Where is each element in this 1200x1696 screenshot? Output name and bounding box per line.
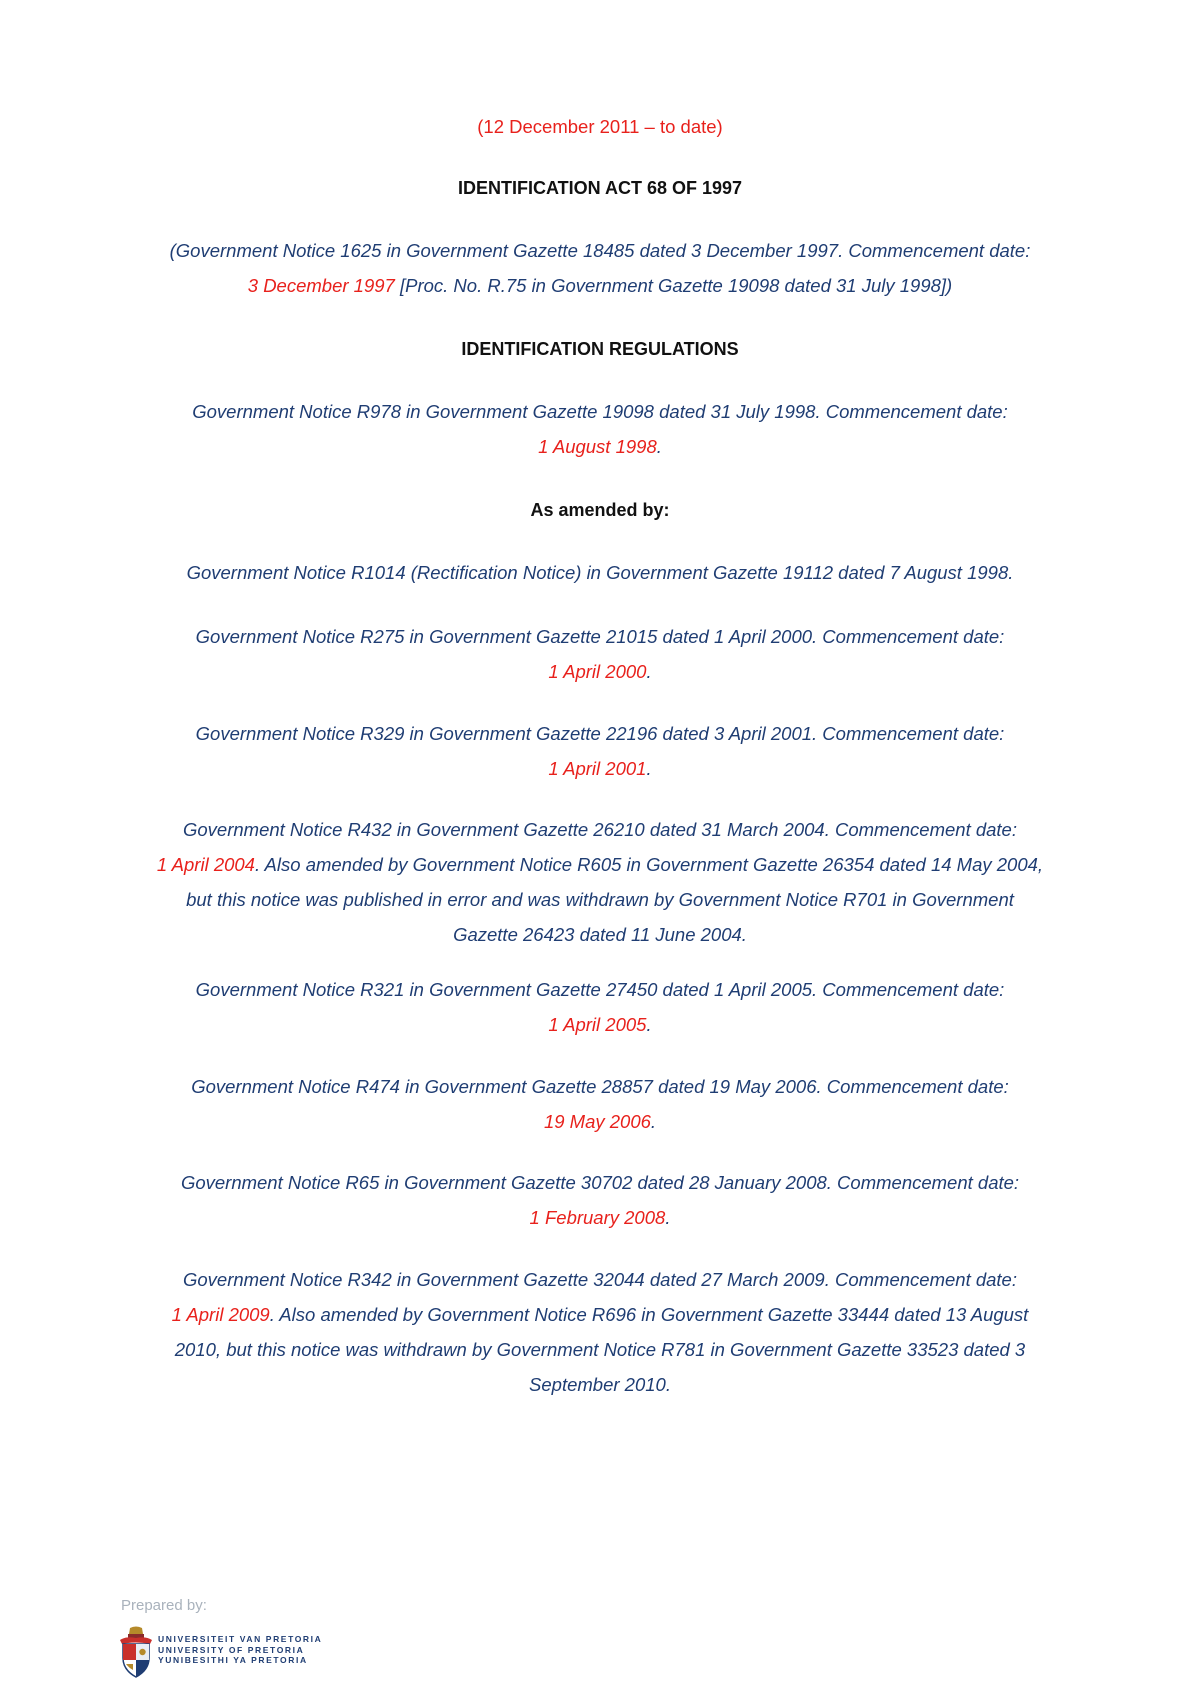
amendment-note-line: September 2010. (529, 1374, 671, 1395)
act-title-text: IDENTIFICATION ACT 68 OF 1997 (457, 178, 743, 198)
amendment-commencement-date: 1 April 2000 (548, 661, 647, 682)
amendment-period: . (646, 1014, 652, 1035)
act-notice-line: (Government Notice 1625 in Government Gazette 18485 dated 3 December 1997. Commencement date: (169, 240, 1031, 261)
amendment-notice-line: Government Notice R321 in Government Gazette 27450 dated 1 April 2005. Commencement date: (195, 979, 1005, 1000)
amendment-5 (100, 972, 1100, 1042)
amendment-commencement-date: 1 April 2005 (548, 1014, 647, 1035)
amendment-6 (100, 1069, 1100, 1139)
act-title (100, 171, 1100, 206)
amendment-commencement-date: 1 April 2001 (548, 758, 647, 779)
act-notice (100, 233, 1100, 303)
amended-by-heading-text: As amended by: (530, 500, 670, 520)
amendment-period: . (646, 661, 652, 682)
university-crest-icon (116, 1626, 156, 1681)
amendment-note: . Also amended by Government Notice R696 in Government Gazette 33444 dated 13 August (269, 1304, 1029, 1325)
university-name-sepedi: YUNIBESITHI YA PRETORIA (158, 1655, 308, 1665)
effective-date-range (100, 109, 1100, 144)
amendment-8 (100, 1262, 1100, 1402)
amended-by-heading (100, 493, 1100, 528)
regulations-notice-line: Government Notice R978 in Government Gazette 19098 dated 31 July 1998. Commencement date: (192, 401, 1008, 422)
amendment-notice-line: Government Notice R329 in Government Gazette 22196 dated 3 April 2001. Commencement date: (195, 723, 1005, 744)
amendment-notice-line: Government Notice R474 in Government Gazette 28857 dated 19 May 2006. Commencement date: (191, 1076, 1009, 1097)
university-of-pretoria-logo (116, 1626, 323, 1681)
amendment-period: . (650, 1111, 657, 1132)
amendment-period: . (665, 1207, 671, 1228)
amendment-7 (100, 1165, 1100, 1235)
regulations-title-text: IDENTIFICATION REGULATIONS (461, 339, 739, 359)
amendment-notice-line: Government Notice R432 in Government Gazette 26210 dated 31 March 2004. Commencement date: (183, 819, 1017, 840)
act-proclamation: [Proc. No. R.75 in Government Gazette 19098 dated 31 July 1998]) (394, 275, 953, 296)
amendment-notice-line: Government Notice R1014 (Rectification Notice) in Government Gazette 19112 dated 7 August 1998. (186, 562, 1014, 583)
amendment-commencement-date: 1 April 2009 (171, 1304, 270, 1325)
amendment-1 (100, 555, 1100, 590)
prepared-by-label: Prepared by: (121, 1597, 207, 1614)
university-name-afrikaans: UNIVERSITEIT VAN PRETORIA (158, 1634, 323, 1644)
amendment-note-line: Gazette 26423 dated 11 June 2004. (453, 924, 747, 945)
amendment-note-line: but this notice was published in error and was withdrawn by Government Notice R701 in Government (186, 889, 1014, 910)
amendment-note-line: 2010, but this notice was withdrawn by Government Notice R781 in Government Gazette 33523 dated 3 (174, 1339, 1026, 1360)
amendment-notice-line: Government Notice R342 in Government Gazette 32044 dated 27 March 2009. Commencement date: (183, 1269, 1017, 1290)
amendment-commencement-date: 19 May 2006 (543, 1111, 651, 1132)
regulations-notice (100, 394, 1100, 464)
amendment-note: . Also amended by Government Notice R605 in Government Gazette 26354 dated 14 May 2004, (254, 854, 1044, 875)
amendment-commencement-date: 1 February 2008 (529, 1207, 666, 1228)
act-commencement-date: 3 December 1997 (247, 275, 395, 296)
amendment-notice-line: Government Notice R65 in Government Gazette 30702 dated 28 January 2008. Commencement date: (180, 1172, 1020, 1193)
regulations-commencement-date: 1 August 1998 (538, 436, 657, 457)
regulations-period: . (656, 436, 662, 457)
amendment-notice-line: Government Notice R275 in Government Gazette 21015 dated 1 April 2000. Commencement date: (195, 626, 1005, 647)
university-name-english: UNIVERSITY OF PRETORIA (158, 1644, 305, 1655)
amendment-2 (100, 619, 1100, 689)
amendment-4 (100, 812, 1100, 952)
regulations-title (100, 332, 1100, 367)
university-name-lines (158, 1634, 322, 1666)
effective-date-range-text: (12 December 2011 – to date) (477, 116, 723, 137)
amendment-3 (100, 716, 1100, 786)
amendment-period: . (646, 758, 652, 779)
amendment-commencement-date: 1 April 2004 (156, 854, 255, 875)
